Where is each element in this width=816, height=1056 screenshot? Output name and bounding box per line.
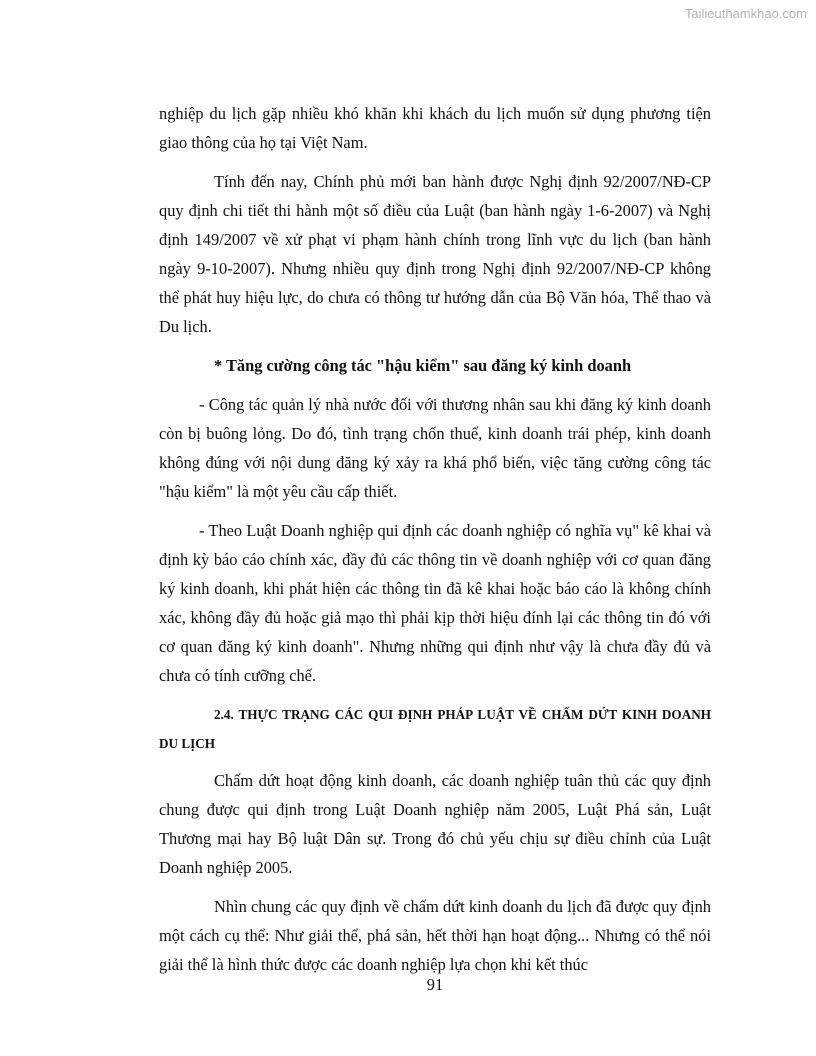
paragraph-state-management: - Công tác quản lý nhà nước đối với thương nhân sau khi đăng ký kinh doanh còn bị buông lỏng. Do đó, tình trạng chốn thuế, kinh doanh trái phép, kinh doanh không đúng với nội dung đăng ký xảy ra khá phổ biến, việc tăng cường công tác "hậu kiểm" là một yêu cầu cấp thiết. <box>159 395 711 501</box>
section-heading-2-4: 2.4. THỰC TRẠNG CÁC QUI ĐỊNH PHÁP LUẬT VỀ CHẤM DỨT KINH DOANH DU LỊCH <box>159 707 711 751</box>
paragraph-overview: Nhìn chung các quy định về chấm dứt kinh doanh du lịch đã được quy định một cách cụ thể: Như giải thể, phá sản, hết thời hạn hoạt động... Nhưng có thể nói giải thể là hình thức được các doanh nghiệp lựa chọn khi kết thúc <box>159 897 711 974</box>
paragraph-decree-status: Tính đến nay, Chính phủ mới ban hành được Nghị định 92/2007/NĐ-CP quy định chi tiết thi hành một số điều của Luật (ban hành ngày 1-6-2007) và Nghị định 149/2007 về xử phạt vi phạm hành chính trong lĩnh vực du lịch (ban hành ngày 9-10-2007). Nhưng nhiều quy định trong Nghị định 92/2007/NĐ-CP không thể phát huy hiệu lực, do chưa có thông tư hướng dẫn của Bộ Văn hóa, Thể thao và Du lịch. <box>159 172 711 336</box>
subheading-post-inspection: * Tăng cường công tác "hậu kiểm" sau đăng ký kinh doanh <box>214 356 632 375</box>
paragraph-termination: Chấm dứt hoạt động kinh doanh, các doanh nghiệp tuân thủ các quy định chung được qui định trong Luật Doanh nghiệp năm 2005, Luật Phá sản, Luật Thương mại hay Bộ luật Dân sự. Trong đó chủ yếu chịu sự điều chỉnh của Luật Doanh nghiệp 2005. <box>159 771 711 877</box>
page-number: 91 <box>426 975 444 994</box>
paragraph-enterprise-law: - Theo Luật Doanh nghiệp qui định các doanh nghiệp có nghĩa vụ" kê khai và định kỳ báo cáo chính xác, đầy đủ các thông tin về doanh nghiệp với cơ quan đăng ký kinh doanh, khi phát hiện các thông tin đã kê khai hoặc báo cáo là không chính xác, không đầy đủ hoặc giả mạo thì phải kịp thời hiệu đính lại các thông tin đó với cơ quan đăng ký kinh doanh". Nhưng những qui định như vậy là chưa đầy đủ và chưa có tính cưỡng chế. <box>159 521 711 685</box>
paragraph-continuation: nghiệp du lịch gặp nhiều khó khăn khi khách du lịch muốn sử dụng phương tiện giao thông của họ tại Việt Nam. <box>159 104 711 152</box>
document-body <box>159 99 711 989</box>
watermark-text: Tailieuthamkhao.com <box>684 6 807 21</box>
